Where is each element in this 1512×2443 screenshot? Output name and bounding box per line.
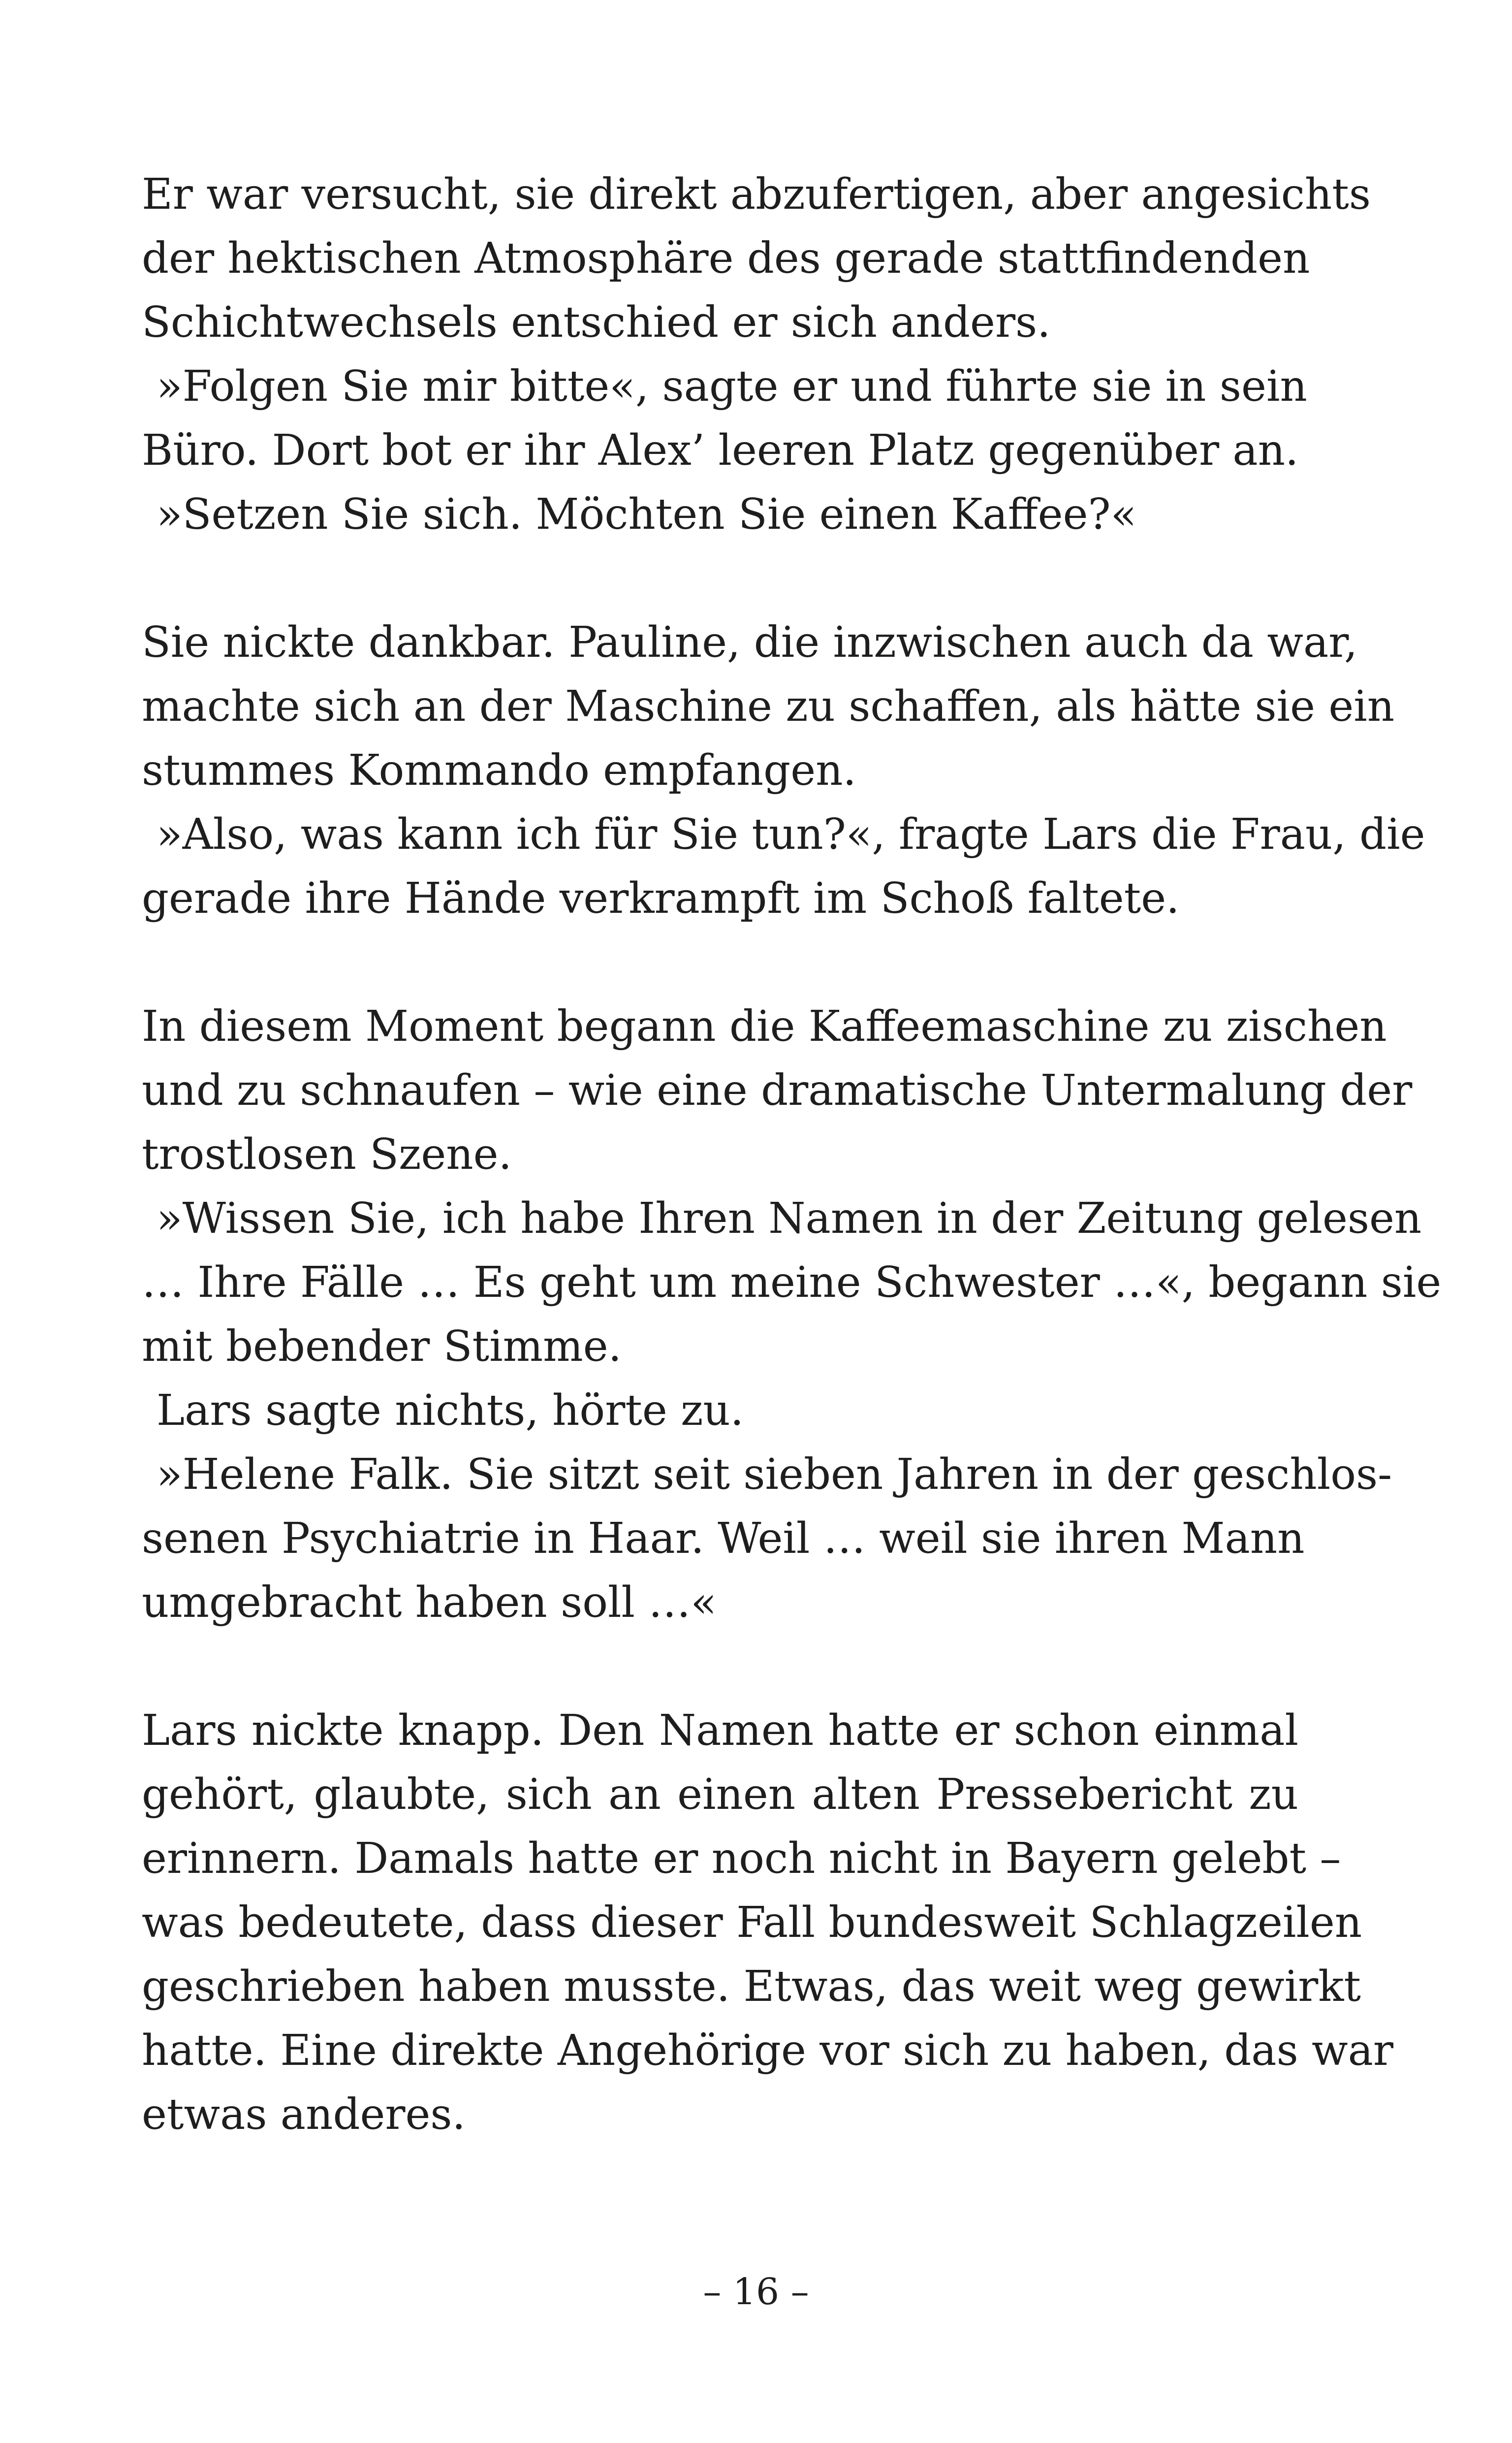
text-line: Schichtwechsels entschied er sich anders. [142,298,1051,347]
text-line: stummes Kommando empfangen. [142,746,856,795]
text-line: erinnern. Damals hatte er noch nicht in Bayern gelebt – [142,1834,1341,1883]
paragraph-gap [142,546,1298,611]
paragraph-gap [142,931,1298,995]
text-line: »Setzen Sie sich. Möchten Sie einen Kaffee?« [157,490,1137,539]
text-line: Büro. Dort bot er ihr Alex’ leeren Platz gegenüber an. [142,426,1299,475]
text-line: »Wissen Sie, ich habe Ihren Namen in der Zeitung gelesen [157,1194,1422,1243]
text-line: und zu schnaufen – wie eine dramatische Untermalung der [142,1066,1413,1115]
page-body [142,162,1442,2147]
text-line: senen Psychiatrie in Haar. Weil … weil sie ihren Mann [142,1514,1305,1563]
text-line: Er war versucht, sie direkt abzufertigen, aber angesichts [142,170,1371,219]
text-line: Sie nickte dankbar. Pauline, die inzwischen auch da war, [142,618,1358,667]
text-line: geschrieben haben musste. Etwas, das weit weg gewirkt [142,1962,1361,2011]
text-line: machte sich an der Maschine zu schaffen, als hätte sie ein [142,682,1395,731]
text-line: »Folgen Sie mir bitte«, sagte er und führte sie in sein [157,362,1307,411]
text-line: mit bebender Stimme. [142,1322,622,1371]
text-line: »Also, was kann ich für Sie tun?«, fragte Lars die Frau, die [157,810,1425,859]
text-line: Lars nickte knapp. Den Namen hatte er schon einmal [142,1706,1298,1755]
text-line: hatte. Eine direkte Angehörige vor sich zu haben, das war [142,2026,1394,2075]
text-line: gerade ihre Hände verkrampft im Schoß faltete. [142,874,1180,923]
text-line: was bedeutete, dass dieser Fall bundesweit Schlagzeilen [142,1898,1362,1947]
text-line: »Helene Falk. Sie sitzt seit sieben Jahren in der geschlos- [157,1450,1392,1499]
page-number: – 16 – [703,2271,809,2313]
text-line: … Ihre Fälle … Es geht um meine Schwester …«, begann sie [142,1258,1442,1307]
text-line: etwas anderes. [142,2090,466,2139]
text-line: umgebracht haben soll …« [142,1578,717,1627]
text-line: trostlosen Szene. [142,1130,512,1179]
text-line: der hektischen Atmosphäre des gerade stattfindenden [142,234,1310,283]
text-line: In diesem Moment begann die Kaffeemaschine zu zischen [142,1002,1387,1051]
text-line: gehört, glaubte, sich an einen alten Pressebericht zu [142,1770,1298,1819]
paragraph-gap [142,1635,1298,1699]
text-line: Lars sagte nichts, hörte zu. [157,1386,744,1435]
